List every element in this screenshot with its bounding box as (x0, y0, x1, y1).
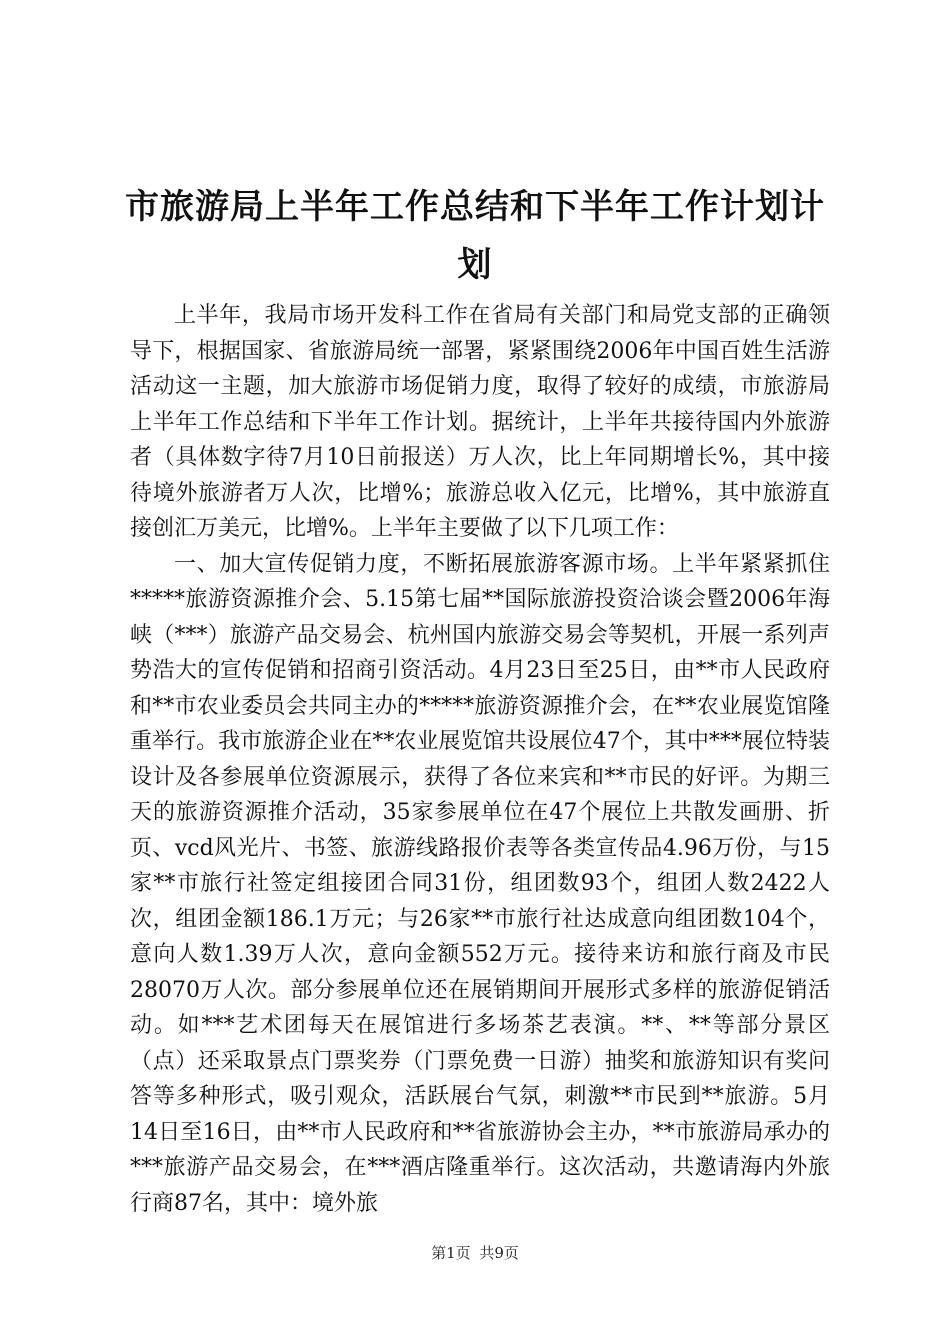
paragraph-section-1: 一、加大宣传促销力度，不断拓展旅游客源市场。上半年紧紧抓住*****旅游资源推介会、5.15第七届**国际旅游投资洽谈会暨2006年海峡（***）旅游产品交易会、杭州国内旅游交易会等契机，开展一系列声势浩大的宣传促销和招商引资活动。4月23日至25日，由**市人民政府和**市农业委员会共同主办的*****旅游资源推介会，在**农业展览馆隆重举行。我市旅游企业在**农业展览馆共设展位47个，其中***展位特装设计及各参展单位资源展示，获得了各位来宾和**市民的好评。为期三天的旅游资源推介活动，35家参展单位在47个展位上共散发画册、折页、vcd风光片、书签、旅游线路报价表等各类宣传品4.96万份，与15家**市旅行社签定组接团合同31份，组团数93个，组团人数2422人次，组团金额186.1万元；与26家**市旅行社达成意向组团数104个，意向人数1.39万人次，意向金额552万元。接待来访和旅行商及市民28070万人次。部分参展单位还在展销期间开展形式多样的旅游促销活动。如***艺术团每天在展馆进行多场茶艺表演。**、**等部分景区（点）还采取景点门票奖券（门票免费一日游）抽奖和旅游知识有奖问答等多种形式，吸引观众，活跃展台气氛，刺激**市民到**旅游。5月14日至16日，由**市人民政府和**省旅游协会主办，**市旅游局承办的***旅游产品交易会，在***酒店隆重举行。这次活动，共邀请海内外旅行商87名，其中：境外旅 (130, 551, 830, 1216)
page-footer (0, 1242, 950, 1263)
document-title: 市旅游局上半年工作总结和下半年工作计划计划 (125, 187, 825, 285)
page-total: 共9页 (479, 1244, 519, 1262)
paragraph-intro: 上半年，我局市场开发科工作在省局有关部门和局党支部的正确领导下，根据国家、省旅游局统一部署，紧紧围绕2006年中国百姓生活游活动这一主题，加大旅游市场促销力度，取得了较好的成绩，市旅游局上半年工作总结和下半年工作计划。据统计，上半年共接待国内外旅游者（具体数字待7月10日前报送）万人次，比上年同期增长%，其中接待境外旅游者万人次，比增%；旅游总收入亿元，比增%，其中旅游直接创汇万美元，比增%。上半年主要做了以下几项工作： (130, 303, 830, 541)
document-body (130, 298, 830, 1221)
page-number: 第1页 (431, 1244, 471, 1262)
